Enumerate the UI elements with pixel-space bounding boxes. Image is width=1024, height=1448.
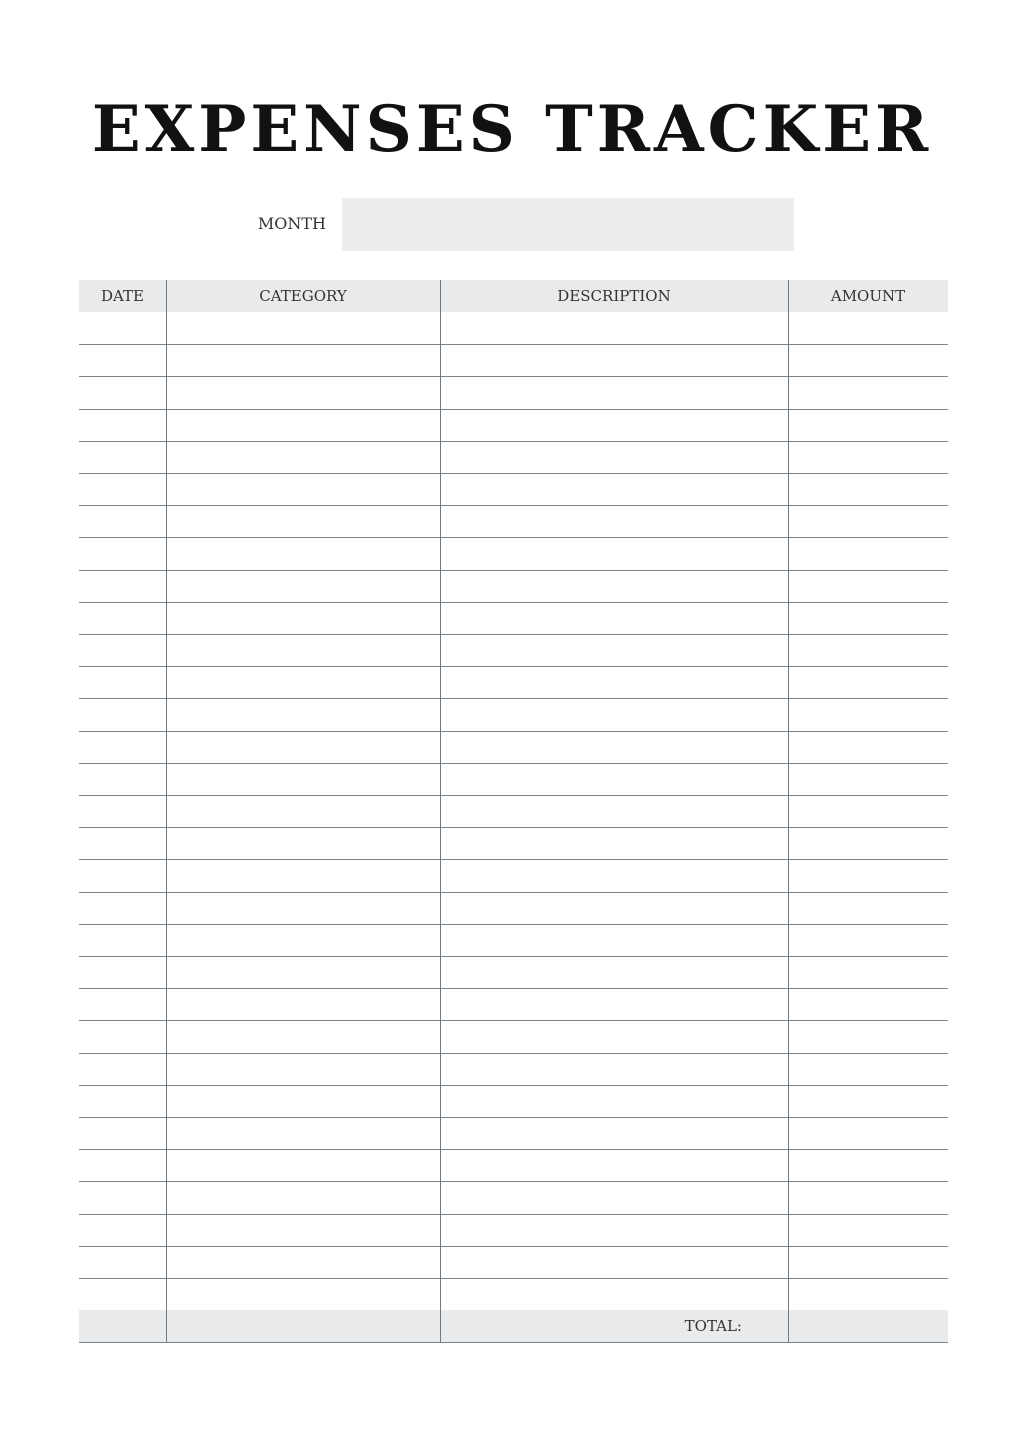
date-cell[interactable] (79, 602, 166, 634)
page-title: EXPENSES TRACKER (91, 92, 933, 167)
column-header-description: DESCRIPTION (557, 287, 671, 305)
category-cell[interactable] (166, 1053, 440, 1085)
description-cell[interactable] (440, 731, 788, 763)
category-cell[interactable] (166, 1181, 440, 1213)
date-cell[interactable] (79, 666, 166, 698)
category-cell[interactable] (166, 666, 440, 698)
amount-cell[interactable] (788, 859, 948, 891)
description-cell[interactable] (440, 956, 788, 988)
category-cell[interactable] (166, 344, 440, 376)
amount-cell[interactable] (788, 441, 948, 473)
column-divider (788, 280, 789, 1342)
amount-cell[interactable] (788, 924, 948, 956)
amount-cell[interactable] (788, 956, 948, 988)
description-cell[interactable] (440, 924, 788, 956)
date-cell[interactable] (79, 473, 166, 505)
description-cell[interactable] (440, 988, 788, 1020)
category-cell[interactable] (166, 698, 440, 730)
amount-cell[interactable] (788, 505, 948, 537)
column-divider (166, 280, 167, 1342)
month-label: MONTH (257, 214, 326, 233)
category-cell[interactable] (166, 634, 440, 666)
column-header-date: DATE (101, 287, 144, 305)
description-cell[interactable] (440, 795, 788, 827)
description-cell[interactable] (440, 537, 788, 569)
category-cell[interactable] (166, 731, 440, 763)
column-divider (440, 280, 441, 1342)
category-cell[interactable] (166, 376, 440, 408)
date-cell[interactable] (79, 988, 166, 1020)
table-header-row (79, 280, 948, 312)
category-cell[interactable] (166, 409, 440, 441)
date-cell[interactable] (79, 1246, 166, 1278)
category-cell[interactable] (166, 602, 440, 634)
date-cell[interactable] (79, 795, 166, 827)
date-cell[interactable] (79, 409, 166, 441)
date-cell[interactable] (79, 1181, 166, 1213)
total-row (79, 1310, 948, 1342)
date-cell[interactable] (79, 892, 166, 924)
category-cell[interactable] (166, 1246, 440, 1278)
description-cell[interactable] (440, 1149, 788, 1181)
description-cell[interactable] (440, 409, 788, 441)
date-cell[interactable] (79, 1117, 166, 1149)
category-cell[interactable] (166, 1117, 440, 1149)
amount-cell[interactable] (788, 537, 948, 569)
amount-cell[interactable] (788, 892, 948, 924)
date-cell[interactable] (79, 376, 166, 408)
amount-cell[interactable] (788, 409, 948, 441)
category-cell[interactable] (166, 1149, 440, 1181)
description-cell[interactable] (440, 312, 788, 344)
category-cell[interactable] (166, 956, 440, 988)
month-field[interactable] (342, 198, 794, 251)
amount-cell[interactable] (788, 634, 948, 666)
amount-cell[interactable] (788, 1181, 948, 1213)
category-cell[interactable] (166, 795, 440, 827)
category-cell[interactable] (166, 1020, 440, 1052)
date-cell[interactable] (79, 570, 166, 602)
date-cell[interactable] (79, 731, 166, 763)
date-cell[interactable] (79, 1149, 166, 1181)
category-cell[interactable] (166, 570, 440, 602)
amount-cell[interactable] (788, 827, 948, 859)
date-cell[interactable] (79, 344, 166, 376)
column-header-amount: AMOUNT (830, 287, 906, 305)
description-cell[interactable] (440, 1020, 788, 1052)
amount-cell[interactable] (788, 376, 948, 408)
date-cell[interactable] (79, 634, 166, 666)
date-cell[interactable] (79, 859, 166, 891)
description-cell[interactable] (440, 1085, 788, 1117)
category-cell[interactable] (166, 763, 440, 795)
description-cell[interactable] (440, 1117, 788, 1149)
date-cell[interactable] (79, 505, 166, 537)
description-cell[interactable] (440, 441, 788, 473)
amount-cell[interactable] (788, 1278, 948, 1310)
amount-cell[interactable] (788, 988, 948, 1020)
date-cell[interactable] (79, 312, 166, 344)
amount-cell[interactable] (788, 1149, 948, 1181)
category-cell[interactable] (166, 892, 440, 924)
category-cell[interactable] (166, 827, 440, 859)
amount-cell[interactable] (788, 698, 948, 730)
total-amount-cell[interactable] (789, 1310, 948, 1342)
description-cell[interactable] (440, 570, 788, 602)
date-cell[interactable] (79, 698, 166, 730)
amount-cell[interactable] (788, 795, 948, 827)
date-cell[interactable] (79, 537, 166, 569)
category-cell[interactable] (166, 537, 440, 569)
description-cell[interactable] (440, 698, 788, 730)
table-bottom-border (79, 1342, 948, 1343)
description-cell[interactable] (440, 859, 788, 891)
category-cell[interactable] (166, 859, 440, 891)
description-cell[interactable] (440, 1214, 788, 1246)
category-cell[interactable] (166, 988, 440, 1020)
amount-cell[interactable] (788, 312, 948, 344)
column-header-category: CATEGORY (259, 287, 347, 305)
date-cell[interactable] (79, 924, 166, 956)
description-cell[interactable] (440, 666, 788, 698)
category-cell[interactable] (166, 312, 440, 344)
category-cell[interactable] (166, 924, 440, 956)
date-cell[interactable] (79, 956, 166, 988)
description-cell[interactable] (440, 505, 788, 537)
amount-cell[interactable] (788, 1085, 948, 1117)
description-cell[interactable] (440, 344, 788, 376)
description-cell[interactable] (440, 1053, 788, 1085)
category-cell[interactable] (166, 1085, 440, 1117)
date-cell[interactable] (79, 1085, 166, 1117)
description-cell[interactable] (440, 1246, 788, 1278)
category-cell[interactable] (166, 505, 440, 537)
description-cell[interactable] (440, 1181, 788, 1213)
amount-cell[interactable] (788, 1246, 948, 1278)
date-cell[interactable] (79, 827, 166, 859)
total-label: TOTAL: (684, 1317, 742, 1336)
description-cell[interactable] (440, 763, 788, 795)
amount-cell[interactable] (788, 344, 948, 376)
amount-cell[interactable] (788, 731, 948, 763)
date-cell[interactable] (79, 1278, 166, 1310)
amount-cell[interactable] (788, 666, 948, 698)
amount-cell[interactable] (788, 763, 948, 795)
description-cell[interactable] (440, 892, 788, 924)
date-cell[interactable] (79, 1053, 166, 1085)
category-cell[interactable] (166, 1214, 440, 1246)
amount-cell[interactable] (788, 570, 948, 602)
description-cell[interactable] (440, 376, 788, 408)
description-cell[interactable] (440, 1278, 788, 1310)
description-cell[interactable] (440, 602, 788, 634)
description-cell[interactable] (440, 473, 788, 505)
amount-cell[interactable] (788, 1117, 948, 1149)
category-cell[interactable] (166, 473, 440, 505)
category-cell[interactable] (166, 1278, 440, 1310)
date-cell[interactable] (79, 441, 166, 473)
date-cell[interactable] (79, 1214, 166, 1246)
amount-cell[interactable] (788, 1053, 948, 1085)
description-cell[interactable] (440, 634, 788, 666)
amount-cell[interactable] (788, 1020, 948, 1052)
date-cell[interactable] (79, 1020, 166, 1052)
date-cell[interactable] (79, 763, 166, 795)
amount-cell[interactable] (788, 473, 948, 505)
amount-cell[interactable] (788, 1214, 948, 1246)
category-cell[interactable] (166, 441, 440, 473)
amount-cell[interactable] (788, 602, 948, 634)
description-cell[interactable] (440, 827, 788, 859)
